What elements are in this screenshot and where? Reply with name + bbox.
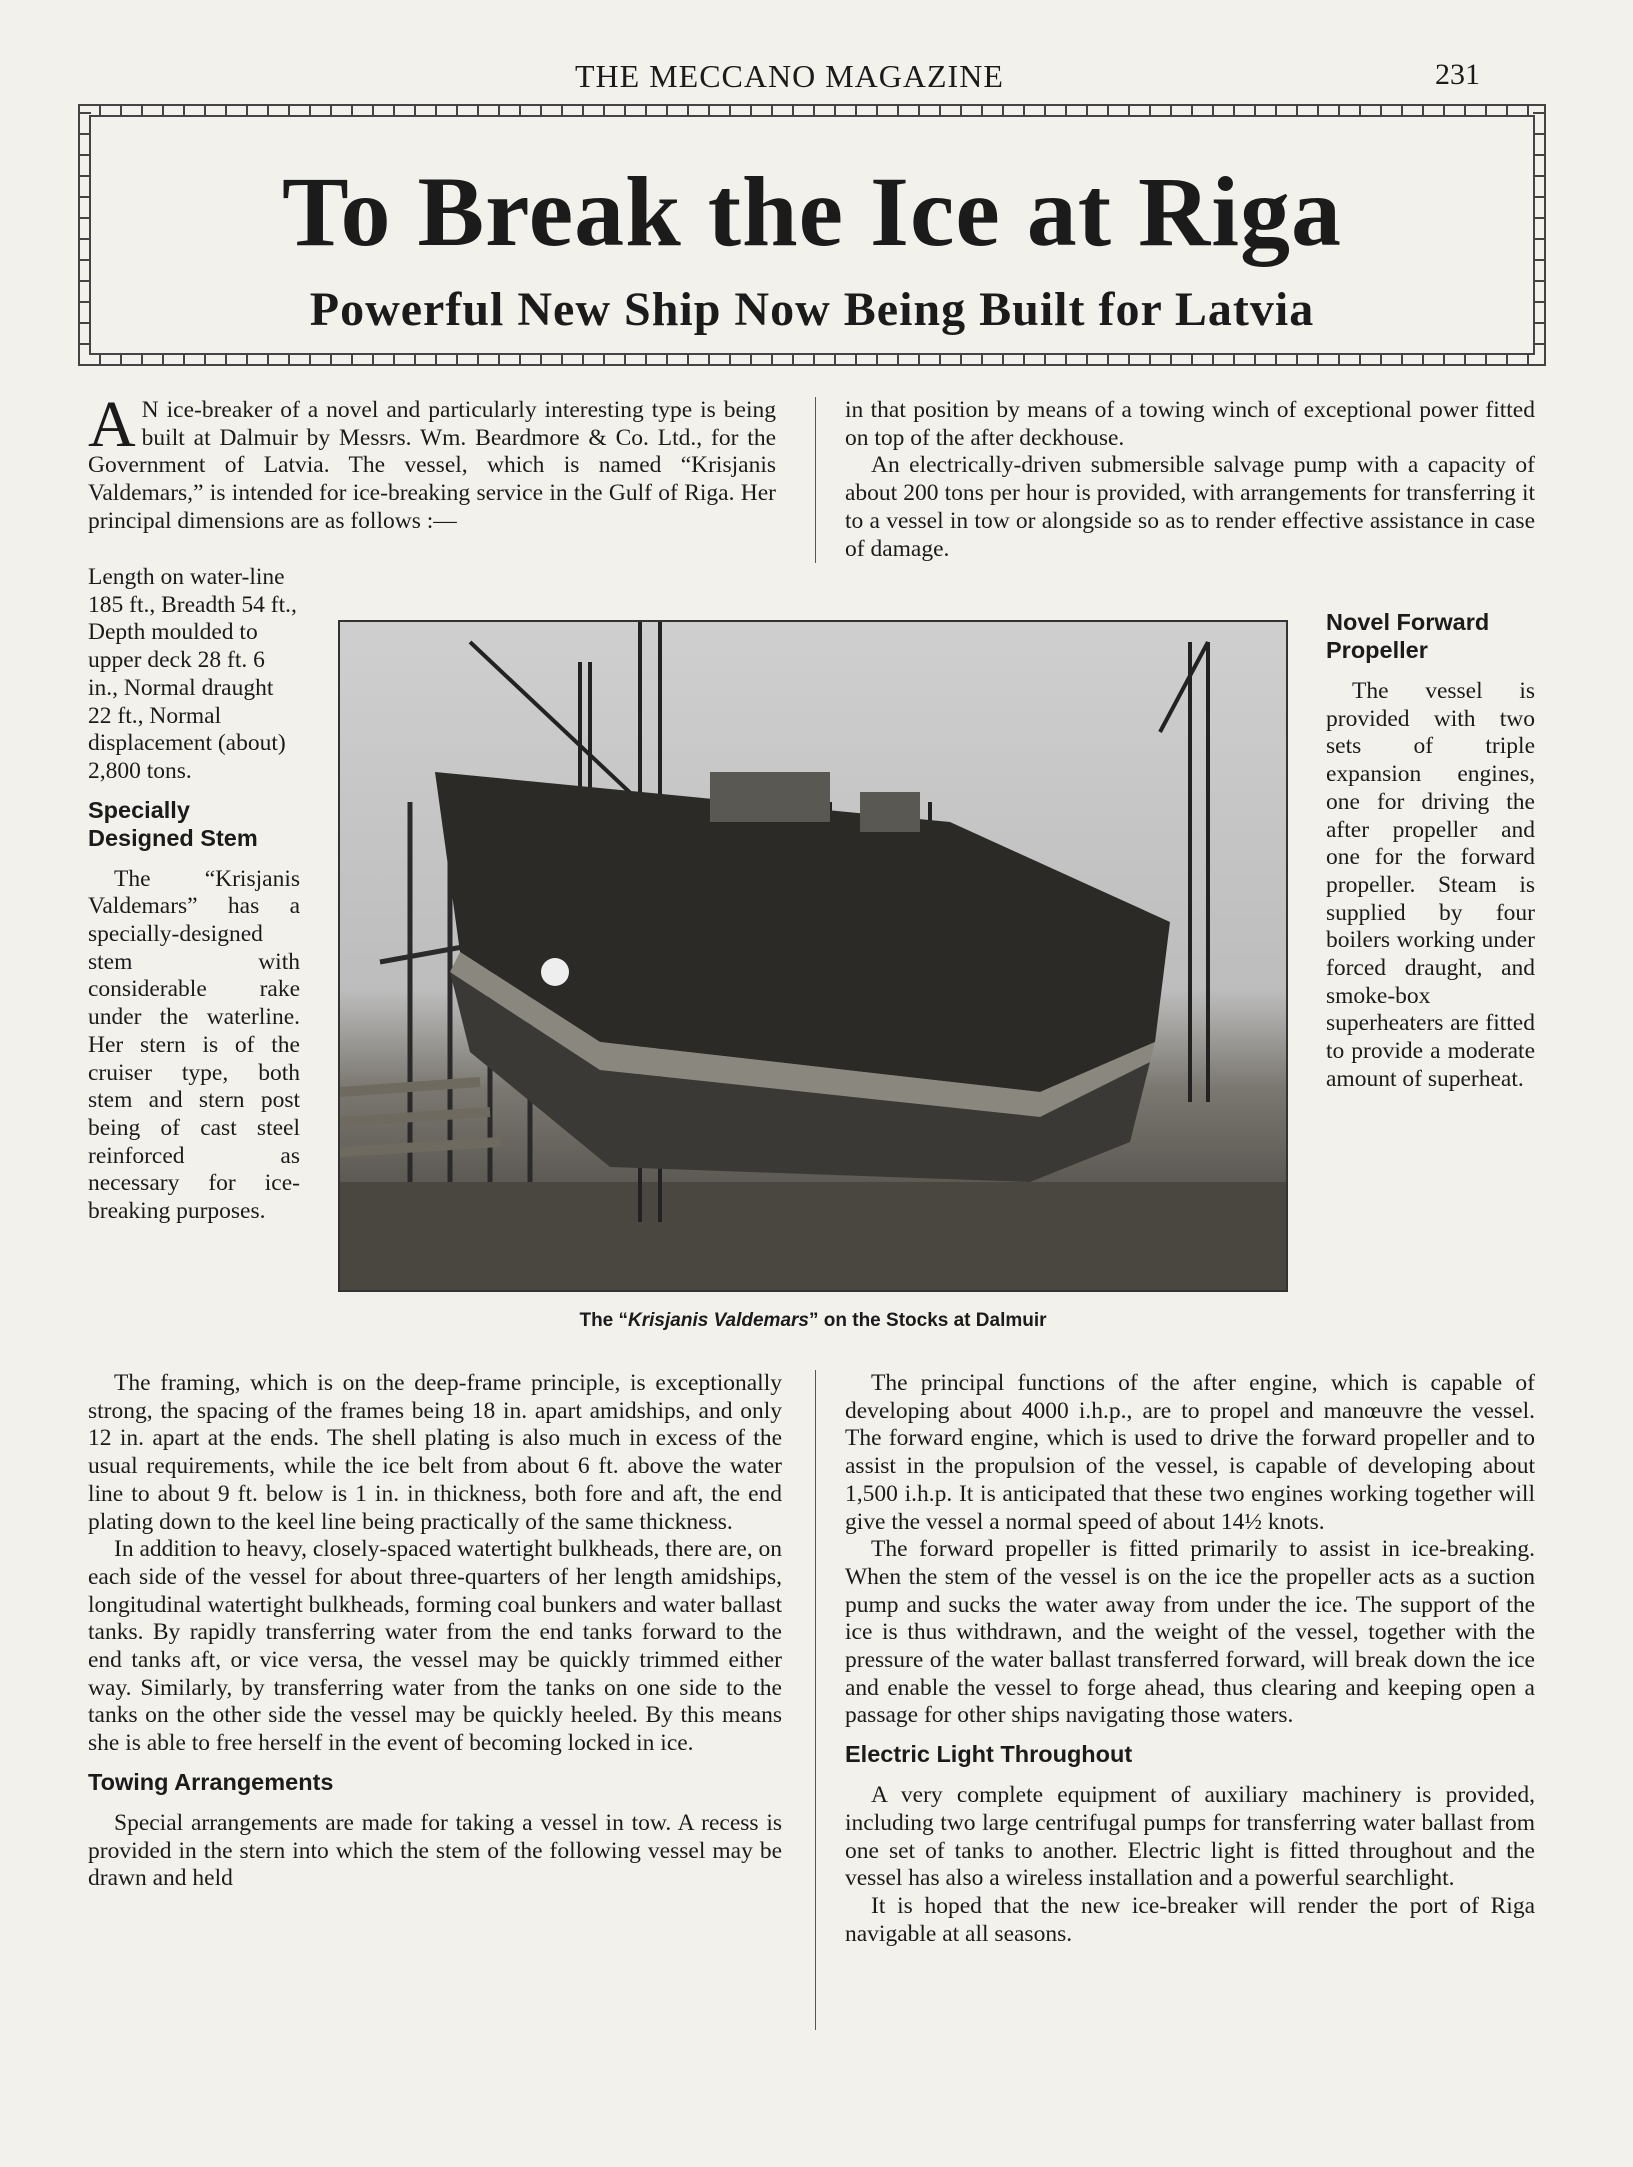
bulkheads-text: In addition to heavy, closely-spaced watertight bulkheads, there are, on each side of the vessel for about three-quarters of her length amidships, longitudinal watertight bulkheads, forming coal bunkers and water ballast tanks. By rapidly transferring water from the end tanks forward to the end tanks aft, or vice versa, the vessel may be quickly trimmed either way. Similarly, by transferring water from the tanks on one side to the tanks on the other side the vessel may be quickly heeled. By this means she is able to free herself in the event of becoming locked in ice. <box>88 1536 782 1757</box>
caption-pre: The “ <box>579 1310 629 1331</box>
caption-post: ” on the Stocks at Dalmuir <box>808 1310 1047 1331</box>
ship-photo <box>338 620 1288 1292</box>
page-number: 231 <box>1435 58 1480 91</box>
left-narrow-column <box>88 564 300 1226</box>
intro-paragraph <box>88 388 776 536</box>
towing-continued: in that position by means of a towing winch of exceptional power fitted on top of the after deckhouse. <box>845 397 1535 451</box>
photo-caption <box>338 1310 1288 1332</box>
running-head <box>0 58 1633 98</box>
propeller-heading: Novel Forward Propeller <box>1326 609 1490 663</box>
column-divider-top <box>815 397 816 563</box>
right-narrow-column <box>1326 564 1535 1094</box>
towing-text: Special arrangements are made for taking a vessel in tow. A recess is provided in the stern into which the stem of the following vessel may be drawn and held <box>88 1809 782 1892</box>
engines-text: The vessel is provided with two sets of triple expansion engines, one for driving the after propeller and one for the forward propeller. Steam is supplied by four boilers working under forced draught, and smoke-box superheaters are fitted to provide a moderate amount of superheat. <box>1326 678 1535 1092</box>
ship-illustration <box>340 622 1286 1290</box>
electric-heading: Electric Light Throughout <box>845 1741 1133 1768</box>
caption-ship-name: Krisjanis Valdemars <box>628 1310 809 1331</box>
forward-propeller-text: The forward propeller is fitted primarily to assist in ice-breaking. When the stem of the vessel is on the ice the propeller acts as a suction pump and sucks the water away from under the ice. The support of the ice is thus withdrawn, and the weight of the vessel, together with the pressure of the water ballast transferred forward, will break down the ice and enable the vessel to forge ahead, thus clearing and keeping open a passage for other ships navigating those waters. <box>845 1536 1535 1729</box>
towing-heading: Towing Arrangements <box>88 1768 334 1795</box>
functions-text: The principal functions of the after engine, which is capable of developing about 4000 i.h.p., are to propel and manœuvre the vessel. The forward engine, which is used to drive the forward propeller and to assist in the propulsion of the vessel, is capable of developing about 1,500 i.h.p. It is anticipated that these two engines working together will give the vessel a normal speed of about 14½ knots. <box>845 1370 1535 1535</box>
pump-text: An electrically-driven submersible salvage pump with a capacity of about 200 tons per hour is provided, with arrangements for transferring it to a vessel in tow or alongside so as to render effective assistance in case of damage. <box>845 452 1535 562</box>
stem-heading: Specially Designed Stem <box>88 796 258 851</box>
title-box <box>78 104 1546 366</box>
article-subtitle: Powerful New Ship Now Being Built for Latvia <box>309 283 1315 336</box>
stem-text: The “Krisjanis Valdemars” has a specially-designed stem with considerable rake under the waterline. Her stern is of the cruiser type, both stem and stern post being of cast steel reinforced as necessary for ice-breaking purposes. <box>88 865 300 1225</box>
magazine-title: THE MECCANO MAGAZINE <box>575 58 1004 94</box>
left-bottom-column <box>88 1370 782 1893</box>
right-top-column <box>845 397 1535 563</box>
electric-text: A very complete equipment of auxiliary machinery is provided, including two large centrifugal pumps for transferring water ballast from one set of tanks to another. Electric light is fitted throughout and the vessel has also a wireless installation and a powerful searchlight. <box>845 1782 1535 1892</box>
right-bottom-column <box>845 1370 1535 1948</box>
article-title: To Break the Ice at Riga <box>281 156 1343 267</box>
framing-text: The framing, which is on the deep-frame principle, is exceptionally strong, the spacing of the frames being 18 in. apart amidships, and only 12 in. apart at the ends. The shell plating is also much in excess of the usual requirements, while the ice belt from about 6 ft. above the water line to about 9 ft. below is 1 in. in thickness, both fore and aft, the end plating down to the keel line being practically of the same thickness. <box>88 1370 782 1535</box>
drop-cap: A <box>88 388 136 461</box>
dimensions-text: Length on water-line 185 ft., Breadth 54 ft., Depth moulded to upper deck 28 ft. 6 in., Normal draught 22 ft., Normal displacement (about) 2,800 tons. <box>88 564 297 784</box>
column-divider-bottom <box>815 1370 816 2030</box>
intro-text: N ice-breaker of a novel and particularly interesting type is being built at Dalmuir by Messrs. Wm. Beardmore & Co. Ltd., for the Government of Latvia. The vessel, which is named “Krisjanis Valdemars,” is intended for ice-breaking service in the Gulf of Riga. Her principal dimensions are as follows :— <box>88 397 776 534</box>
closing-text: It is hoped that the new ice-breaker will render the port of Riga navigable at all seasons. <box>845 1892 1535 1947</box>
